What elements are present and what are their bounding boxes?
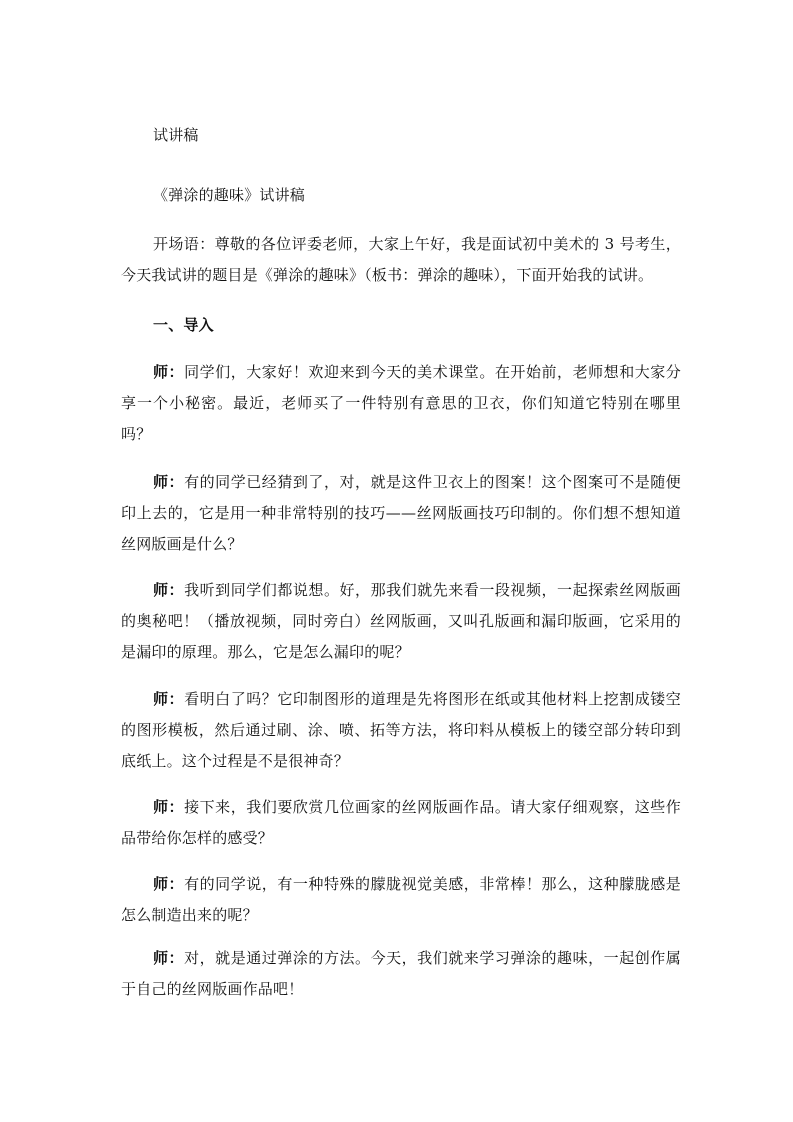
speaker-label: 师： (153, 473, 185, 491)
dialogue-text: 我听到同学们都说想。好，那我们就先来看一段视频，一起探索丝网版画的奥秘吧！（播放视频，同时旁白）丝网版画，又叫孔版画和漏印版画，它采用的是漏印的原理。那么，它是怎么漏印的呢？ (121, 581, 682, 661)
dialogue-paragraph (121, 575, 681, 668)
speaker-label: 师： (153, 875, 185, 893)
dialogue-text: 接下来，我们要欣赏几位画家的丝网版画作品。请大家仔细观察，这些作品带给你怎样的感受？ (121, 798, 682, 847)
dialogue-paragraph (121, 684, 681, 777)
opening-paragraph (121, 229, 681, 291)
speaker-label: 师： (153, 690, 185, 708)
dialogue-text: 对，就是通过弹涂的方法。今天，我们就来学习弹涂的趣味，一起创作属于自己的丝网版画作品吧！ (121, 949, 682, 998)
document-heading (121, 120, 681, 151)
speaker-label: 师： (153, 363, 185, 381)
document-heading-text: 试讲稿 (153, 126, 199, 144)
dialogue-paragraph (121, 357, 681, 450)
dialogue-paragraph (121, 869, 681, 931)
dialogue-text: 有的同学已经猜到了，对，就是这件卫衣上的图案！这个图案可不是随便印上去的，它是用一种非常特别的技巧——丝网版画技巧印制的。你们想不想知道丝网版画是什么？ (121, 473, 682, 553)
lesson-title-text: 《弹涂的趣味》试讲稿 (153, 186, 306, 204)
speaker-label: 师： (153, 949, 185, 967)
dialogue-text: 同学们，大家好！欢迎来到今天的美术课堂。在开始前，老师想和大家分享一个小秘密。最近，老师买了一件特别有意思的卫衣，你们知道它特别在哪里吗？ (121, 363, 682, 443)
section-title-text: 一、导入 (153, 316, 214, 334)
dialogue-paragraph (121, 792, 681, 854)
speaker-label: 师： (153, 798, 185, 816)
dialogue-paragraph (121, 943, 681, 1005)
lesson-title (121, 180, 681, 211)
speaker-label: 师： (153, 581, 185, 599)
dialogue-paragraph (121, 467, 681, 560)
dialogue-text: 有的同学说，有一种特殊的朦胧视觉美感，非常棒！那么，这种朦胧感是怎么制造出来的呢？ (121, 875, 682, 924)
dialogue-text: 看明白了吗？它印制图形的道理是先将图形在纸或其他材料上挖割成镂空的图形模板，然后通过刷、涂、喷、拓等方法，将印料从模板上的镂空部分转印到底纸上。这个过程是不是很神奇？ (121, 690, 682, 770)
section-title (121, 310, 681, 341)
opening-text: 开场语：尊敬的各位评委老师，大家上午好，我是面试初中美术的 3 号考生，今天我试讲的题目是《弹涂的趣味》（板书：弹涂的趣味），下面开始我的试讲。 (121, 235, 681, 284)
